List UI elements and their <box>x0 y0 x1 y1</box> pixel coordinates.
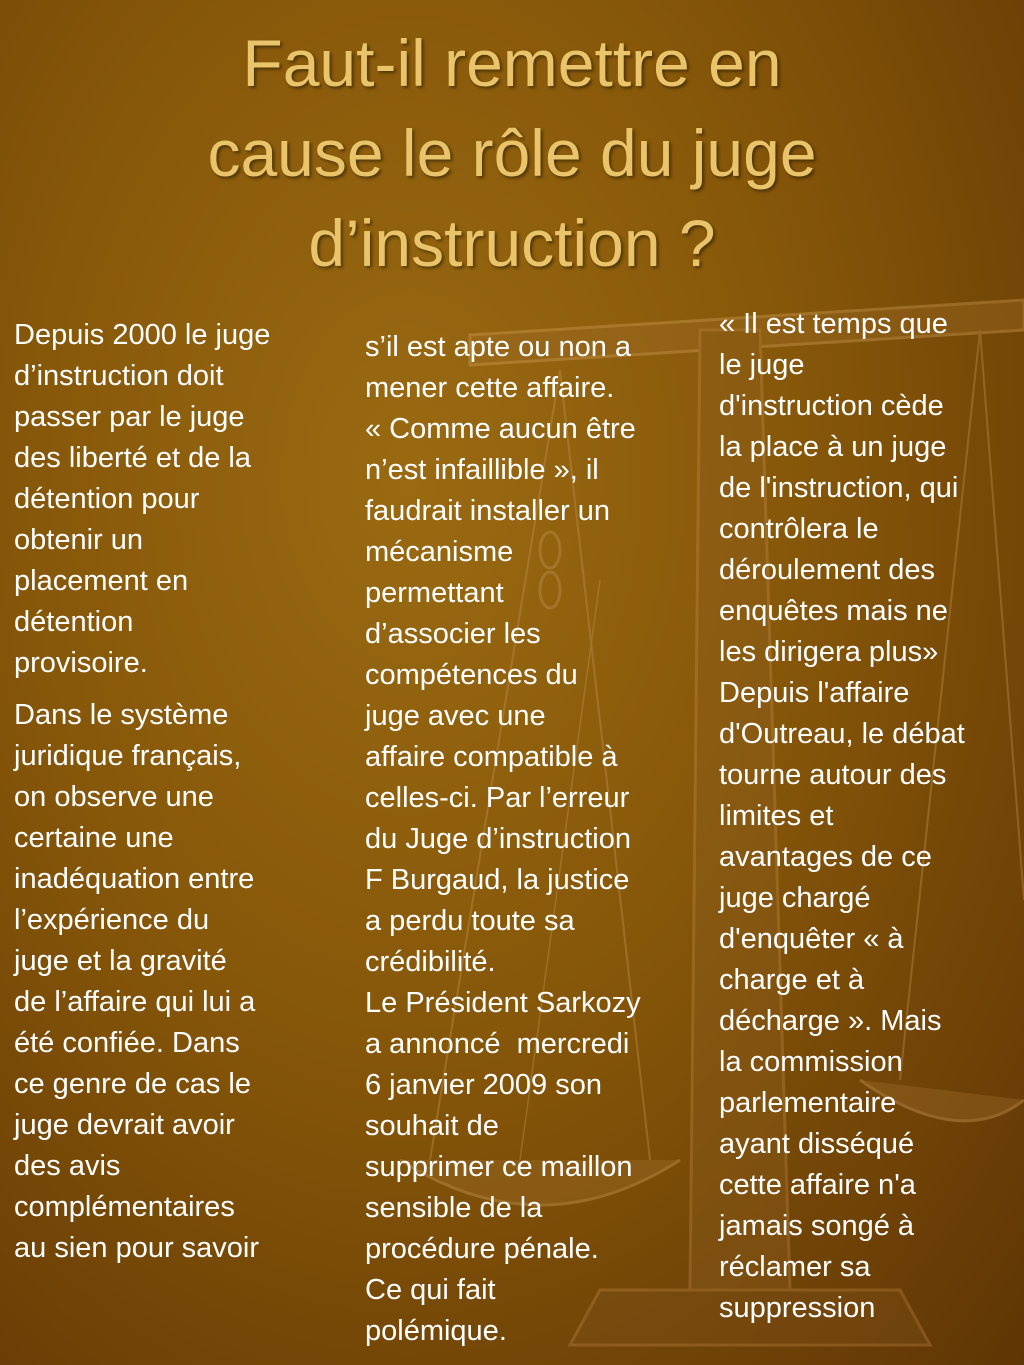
text-line: faudrait installer un <box>365 495 611 527</box>
text-line: de l’affaire qui lui a <box>14 986 256 1018</box>
text-line: mener cette affaire. <box>365 372 615 404</box>
text-line: obtenir un <box>14 524 143 556</box>
text-line: déroulement des <box>719 554 936 586</box>
text-line: la place à un juge <box>719 431 947 463</box>
text-line: avantages de ce <box>719 841 932 873</box>
text-line: polémique. <box>365 1315 507 1347</box>
text-line: Depuis 2000 le juge <box>14 319 271 351</box>
text-line: parlementaire <box>719 1087 897 1119</box>
text-line: provisoire. <box>14 647 148 679</box>
text-line: permettant <box>365 577 504 609</box>
text-line: au sien pour savoir <box>14 1232 260 1264</box>
text-line: placement en <box>14 565 189 597</box>
text-line: Ce qui fait <box>365 1274 496 1306</box>
text-line: d'instruction cède <box>719 390 944 422</box>
paragraph-quote-outreau <box>719 304 1019 1329</box>
text-line: complémentaires <box>14 1191 235 1223</box>
text-line: d’instruction doit <box>14 360 224 392</box>
text-line: procédure pénale. <box>365 1233 599 1265</box>
text-line: juge et la gravité <box>14 945 227 977</box>
text-line: mécanisme <box>365 536 514 568</box>
text-line: juge devrait avoir <box>14 1109 235 1141</box>
text-line: de l'instruction, qui <box>719 472 959 504</box>
text-line: été confiée. Dans <box>14 1027 240 1059</box>
paragraph-pretrial-detention <box>14 315 334 684</box>
text-line: des avis <box>14 1150 121 1182</box>
text-line: enquêtes mais ne <box>719 595 948 627</box>
text-line: décharge ». Mais <box>719 1005 942 1037</box>
text-line: compétences du <box>365 659 578 691</box>
text-line: cette affaire n'a <box>719 1169 916 1201</box>
text-line: des liberté et de la <box>14 442 251 474</box>
title-line: Faut-il remettre en <box>242 26 782 100</box>
text-line: juge chargé <box>719 882 871 914</box>
text-line: affaire compatible à <box>365 741 618 773</box>
text-line: a annoncé mercredi <box>365 1028 630 1060</box>
text-line: passer par le juge <box>14 401 245 433</box>
text-line: l’expérience du <box>14 904 210 936</box>
text-line: a perdu toute sa <box>365 905 575 937</box>
text-line: inadéquation entre <box>14 863 255 895</box>
text-line: tourne autour des <box>719 759 947 791</box>
text-column-middle <box>365 327 695 1352</box>
text-line: d'enquêter « à <box>719 923 904 955</box>
text-line: F Burgaud, la justice <box>365 864 630 896</box>
text-line: « Il est temps que <box>719 308 948 340</box>
title-line: d’instruction ? <box>308 206 716 280</box>
text-line: jamais songé à <box>719 1210 915 1242</box>
text-line: suppression <box>719 1292 876 1324</box>
text-line: la commission <box>719 1046 903 1078</box>
text-line: n’est infaillible », il <box>365 454 599 486</box>
text-line: souhait de <box>365 1110 499 1142</box>
text-line: s’il est apte ou non a <box>365 331 632 363</box>
text-line: réclamer sa <box>719 1251 871 1283</box>
text-line: on observe une <box>14 781 214 813</box>
text-line: Le Président Sarkozy <box>365 987 641 1019</box>
slide-title <box>0 18 1024 288</box>
text-line: détention <box>14 606 134 638</box>
text-line: ce genre de cas le <box>14 1068 251 1100</box>
text-line: crédibilité. <box>365 946 496 978</box>
text-line: les dirigera plus» <box>719 636 939 668</box>
text-line: 6 janvier 2009 son <box>365 1069 602 1101</box>
paragraph-continuation <box>365 327 695 1352</box>
text-line: du Juge d’instruction <box>365 823 631 855</box>
text-line: ayant disséqué <box>719 1128 915 1160</box>
text-line: Dans le système <box>14 699 229 731</box>
title-line: cause le rôle du juge <box>207 116 817 190</box>
text-line: d’associer les <box>365 618 541 650</box>
text-line: Depuis l'affaire <box>719 677 910 709</box>
text-line: celles-ci. Par l’erreur <box>365 782 630 814</box>
text-line: d'Outreau, le débat <box>719 718 965 750</box>
text-line: limites et <box>719 800 834 832</box>
paragraph-legal-system <box>14 695 334 1269</box>
text-line: « Comme aucun être <box>365 413 636 445</box>
text-line: juge avec une <box>365 700 546 732</box>
text-line: le juge <box>719 349 805 381</box>
text-line: charge et à <box>719 964 865 996</box>
text-line: juridique français, <box>14 740 242 772</box>
text-line: sensible de la <box>365 1192 543 1224</box>
text-column-right <box>719 304 1019 1329</box>
text-line: supprimer ce maillon <box>365 1151 633 1183</box>
text-line: contrôlera le <box>719 513 879 545</box>
text-line: détention pour <box>14 483 200 515</box>
text-column-left <box>14 315 334 1269</box>
text-line: certaine une <box>14 822 174 854</box>
